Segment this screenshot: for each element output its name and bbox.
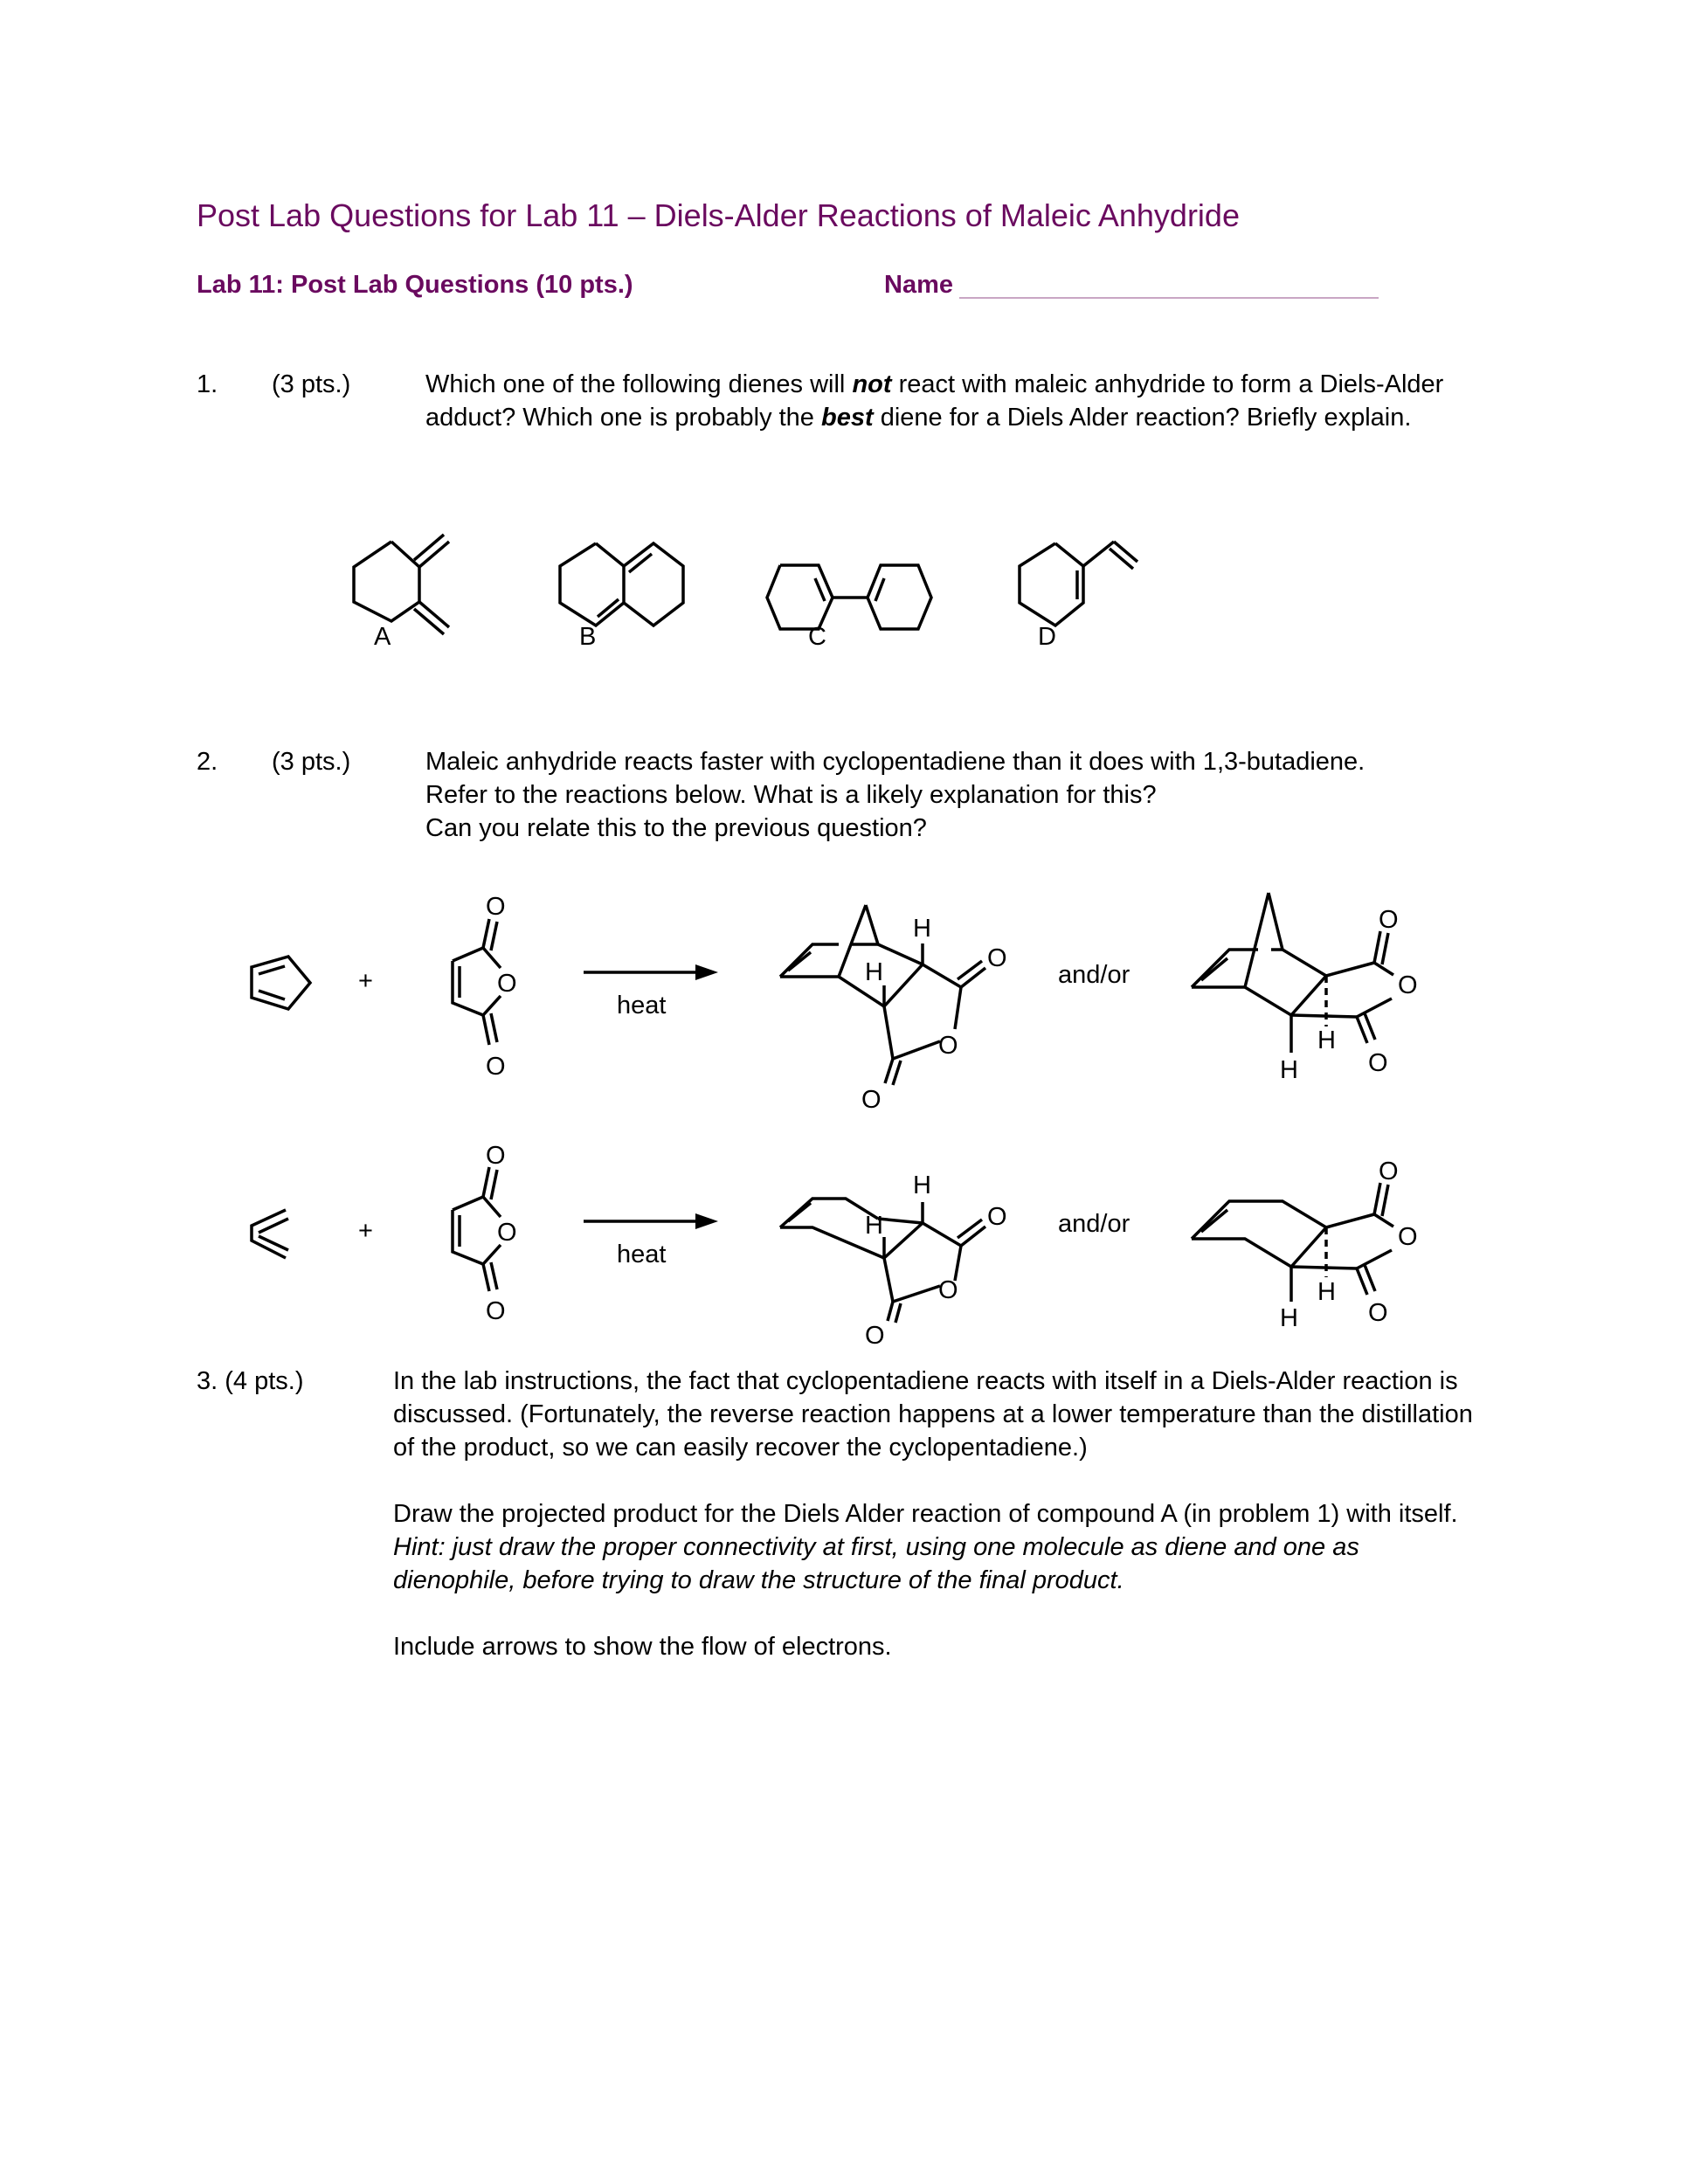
atom-o: O [497, 1219, 517, 1247]
atom-h: H [1280, 1304, 1298, 1332]
atom-o: O [486, 1053, 506, 1081]
atom-o: O [1398, 971, 1418, 999]
atom-h: H [913, 915, 931, 943]
question-1-points: (3 pts.) [272, 370, 351, 398]
q1-text-part: Which one of the following dienes will [425, 370, 853, 398]
reaction-arrow [584, 1213, 718, 1229]
q3-hint: Hint: just draw the proper connectivity at first, using one molecule as diene and one as dienophile, before trying to draw the structure of the final product. [393, 1533, 1359, 1594]
atom-o: O [1379, 906, 1399, 934]
q3-paragraph: In the lab instructions, the fact that cyclopentadiene reacts with itself in a Diels-Alder reaction is discussed. (Fortunately, the reverse reaction happens at a lower temperature than the distillation of the product, so we can easily recover the cyclopentadiene.) [393, 1367, 1473, 1462]
atom-h: H [865, 958, 883, 986]
atom-o: O [938, 1276, 958, 1304]
structure-b [560, 543, 683, 625]
atom-o: O [486, 1142, 506, 1170]
product-exo-cyclohexene [1192, 1183, 1393, 1302]
question-3-number: 3. (4 pts.) [197, 1367, 304, 1395]
structure-label-b: B [579, 623, 597, 651]
q1-emph-best: best [821, 404, 874, 432]
condition-heat: heat [617, 1241, 667, 1268]
q3-paragraph [393, 1497, 1476, 1597]
cyclopentadiene [252, 957, 310, 1009]
atom-o: O [987, 944, 1007, 972]
atom-o: O [861, 1086, 882, 1114]
product-exo-norbornene [1192, 893, 1393, 1053]
structure-label-a: A [374, 623, 391, 651]
atom-o: O [1398, 1223, 1418, 1251]
maleic-anhydride [453, 1167, 501, 1291]
plus-sign: + [358, 1217, 373, 1245]
atom-o: O [1368, 1299, 1388, 1327]
q1-text-part: diene for a Diels Alder reaction? Briefly explain. [873, 404, 1412, 432]
question-3-text [393, 1365, 1476, 1663]
q1-text-part: react with maleic anhydride to form a Diels-Alder adduct? Which one is probably the [425, 370, 1444, 432]
atom-o: O [987, 1203, 1007, 1231]
plus-sign: + [358, 967, 373, 995]
maleic-anhydride [453, 919, 501, 1045]
connector-and-or: and/or [1058, 1210, 1130, 1238]
atom-o: O [1368, 1049, 1388, 1077]
atom-o: O [938, 1032, 958, 1060]
structure-c [767, 565, 931, 629]
structure-label-c: C [808, 623, 826, 651]
question-2-number: 2. [197, 748, 218, 776]
q2-line: Maleic anhydride reacts faster with cyclopentadiene than it does with 1,3-butadiene. [425, 748, 1366, 776]
name-label: Name [884, 271, 953, 299]
atom-o: O [1379, 1158, 1399, 1185]
butadiene [252, 1210, 288, 1258]
q3-instruction: Draw the projected product for the Diels Alder reaction of compound A (in problem 1) with itself. [393, 1500, 1458, 1528]
q3-paragraph: Include arrows to show the flow of electrons. [393, 1633, 892, 1661]
structure-a [354, 535, 449, 634]
structure-d [1020, 542, 1137, 625]
q2-line: Refer to the reactions below. What is a likely explanation for this? [425, 781, 1157, 809]
atom-o: O [486, 893, 506, 921]
atom-h: H [913, 1171, 931, 1199]
structure-label-d: D [1038, 623, 1056, 651]
atom-o: O [865, 1322, 885, 1350]
section-heading: Lab 11: Post Lab Questions (10 pts.) [197, 271, 633, 299]
atom-h: H [1280, 1056, 1298, 1084]
q1-emph-not: not [852, 370, 892, 398]
question-2-text [425, 745, 1509, 845]
question-1-number: 1. [197, 370, 218, 398]
atom-h: H [1317, 1278, 1336, 1306]
connector-and-or: and/or [1058, 961, 1130, 989]
atom-h: H [1317, 1026, 1336, 1054]
atom-o: O [486, 1297, 506, 1325]
condition-heat: heat [617, 992, 667, 1019]
question-2-points: (3 pts.) [272, 748, 351, 776]
q2-line: Can you relate this to the previous question? [425, 814, 927, 842]
page-title: Post Lab Questions for Lab 11 – Diels-Alder Reactions of Maleic Anhydride [197, 197, 1240, 233]
atom-h: H [865, 1212, 883, 1240]
reaction-arrow [584, 964, 718, 980]
atom-o: O [497, 970, 517, 998]
